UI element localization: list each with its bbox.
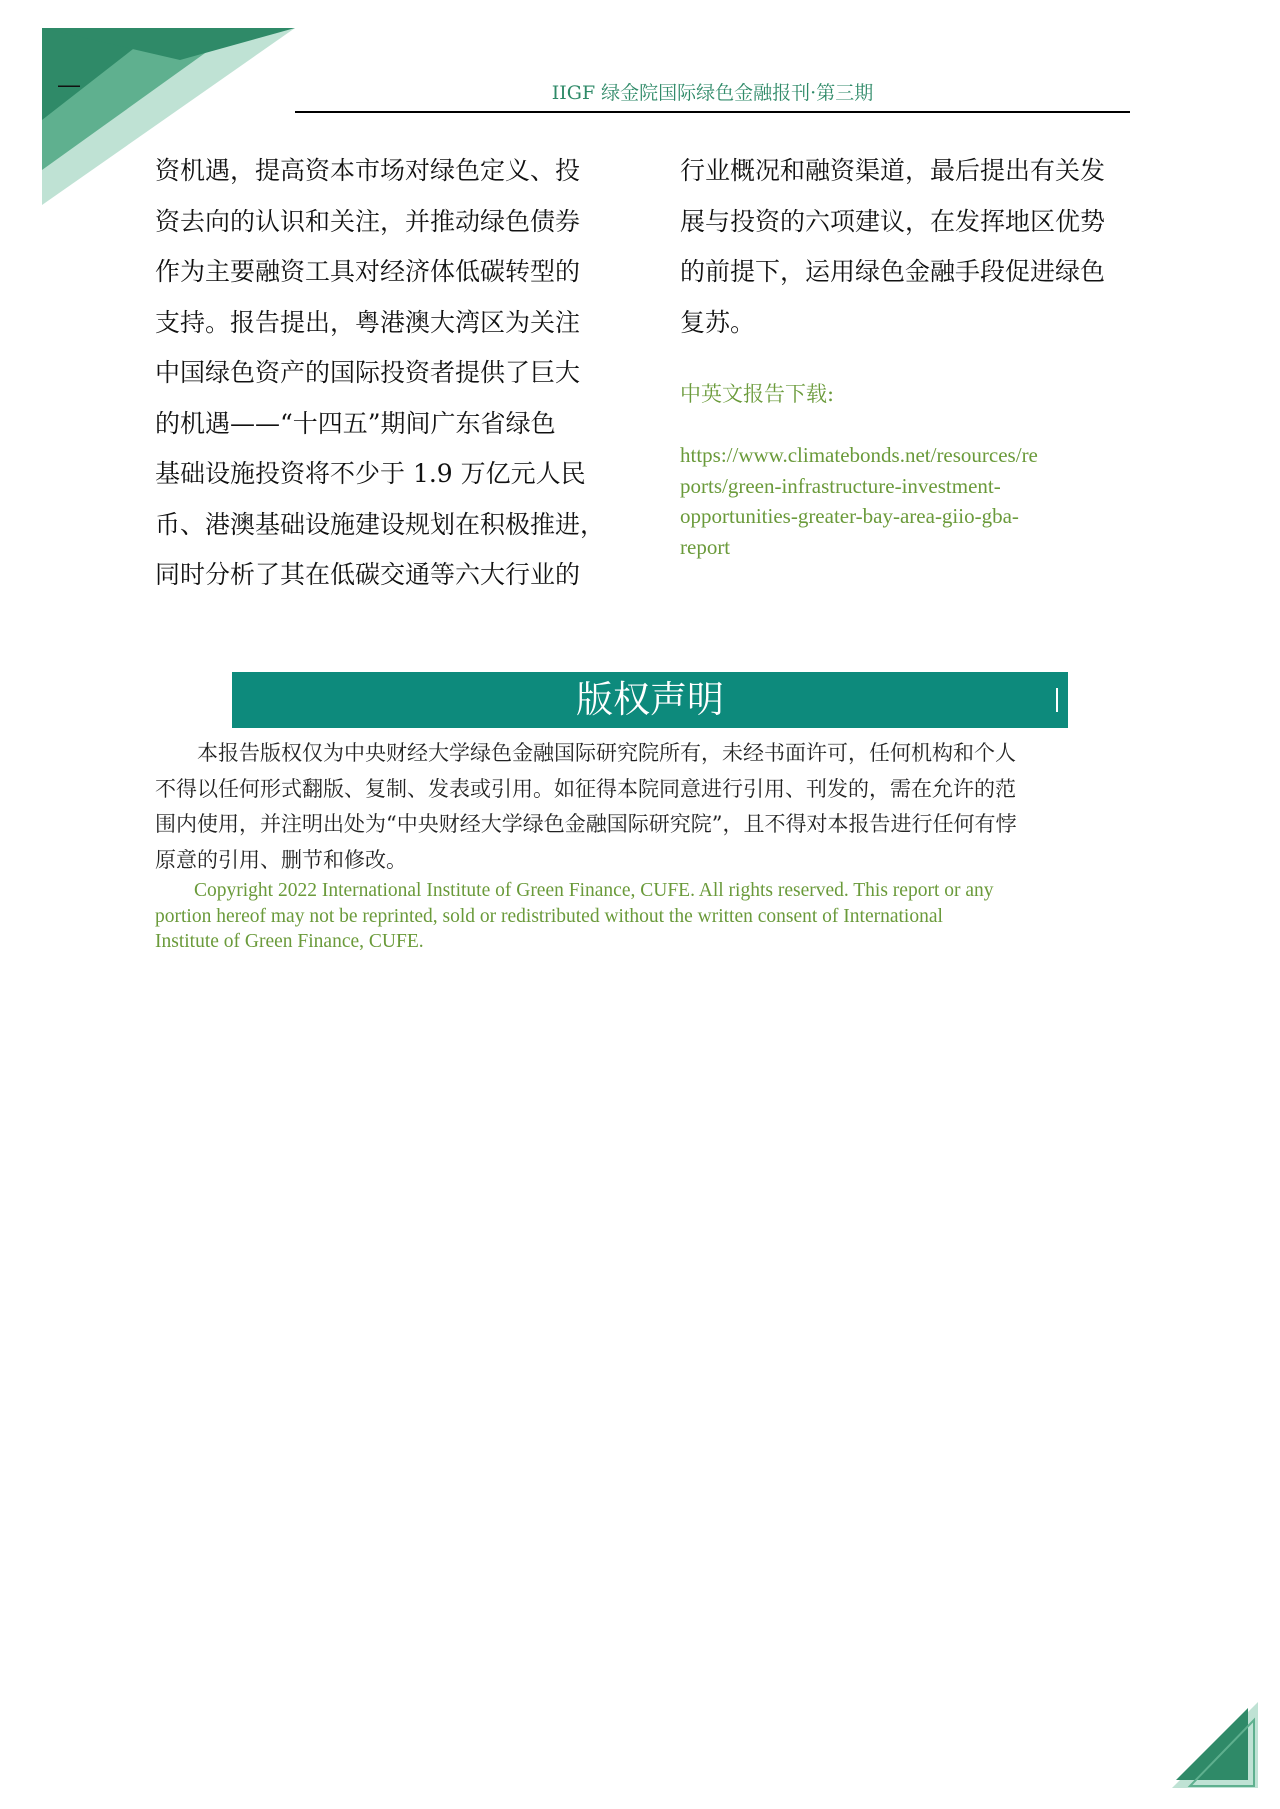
notice-line: portion hereof may not be reprinted, sold or redistributed without the written consent of International xyxy=(155,905,943,927)
copyright-notice-chinese xyxy=(155,736,1130,878)
notice-line: 原意的引用、删节和修改。 xyxy=(155,847,407,872)
notice-line: 围内使用，并注明出处为“中央财经大学绿色金融国际研究院”，且不得对本报告进行任何有悖 xyxy=(155,812,1017,836)
article-right-column xyxy=(680,146,1135,348)
text-line: 展与投资的六项建议，在发挥地区优势 xyxy=(680,206,1106,236)
notice-line: Copyright 2022 International Institute of Green Finance, CUFE. All rights reserved. This report or any xyxy=(155,880,994,901)
copyright-notice-english xyxy=(155,878,1130,955)
text-line: 的机遇——“十四五”期间广东省绿色 xyxy=(155,408,556,438)
notice-line: 不得以任何形式翻版、复制、发表或引用。如征得本院同意进行引用、刊发的，需在允许的范 xyxy=(155,776,1016,801)
text-line: 作为主要融资工具对经济体低碳转型的 xyxy=(155,257,581,286)
article-left-column xyxy=(155,146,615,601)
text-line: 复苏。 xyxy=(680,307,756,337)
page-header-title: IIGF 绿金院国际绿色金融报刊·第三期 xyxy=(295,78,1130,113)
download-url-line[interactable]: https://www.climatebonds.net/resources/re xyxy=(680,443,1038,467)
text-line: 资机遇，提高资本市场对绿色定义、投 xyxy=(155,156,581,185)
text-line: 同时分析了其在低碳交通等六大行业的 xyxy=(155,560,581,589)
text-line: 的前提下，运用绿色金融手段促进绿色 xyxy=(680,257,1106,286)
notice-line: Institute of Green Finance, CUFE. xyxy=(155,931,424,952)
download-url-line[interactable]: ports/green-infrastructure-investment- xyxy=(680,473,1001,498)
text-line: 基础设施投资将不少于 1.9 万亿元人民 xyxy=(155,459,586,488)
download-url-line[interactable]: report xyxy=(680,534,731,559)
text-line: 支持。报告提出，粤港澳大湾区为关注 xyxy=(155,307,581,337)
notice-line: 本报告版权仅为中央财经大学绿色金融国际研究院所有，未经书面许可，任何机构和个人 xyxy=(155,741,1016,765)
download-url-line[interactable]: opportunities-greater-bay-area-giio-gba- xyxy=(680,504,1019,528)
download-link[interactable] xyxy=(680,440,1038,562)
text-line: 资去向的认识和关注，并推动绿色债券 xyxy=(155,206,581,236)
text-line: 行业概况和融资渠道，最后提出有关发 xyxy=(680,156,1106,185)
corner-decoration-bottom-right xyxy=(1170,1700,1260,1790)
header-dash: — xyxy=(58,72,80,97)
text-line: 中国绿色资产的国际投资者提供了巨大 xyxy=(155,358,581,387)
text-line: 币、港澳基础设施建设规划在积极推进， xyxy=(155,509,606,539)
banner-divider xyxy=(1056,688,1058,712)
copyright-heading-banner: 版权声明 xyxy=(232,672,1068,728)
download-label: 中英文报告下载: xyxy=(680,382,835,406)
